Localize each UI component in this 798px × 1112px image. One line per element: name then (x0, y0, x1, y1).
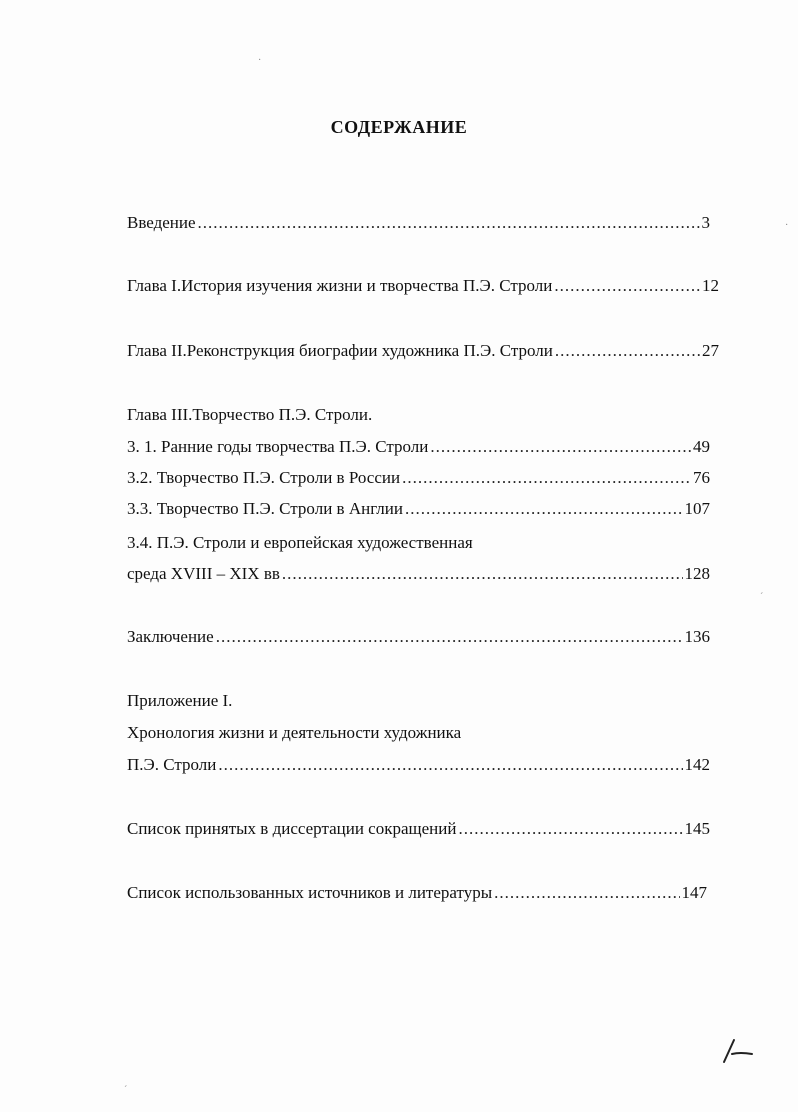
toc-page-number: 3 (701, 213, 710, 232)
toc-label: П.Э. Строли (127, 755, 217, 774)
toc-page-number: 147 (681, 883, 707, 902)
toc-label: Глава I.История изучения жизни и творчества П.Э. Строли (127, 276, 553, 295)
toc-page-number: 128 (684, 564, 710, 583)
toc-leader-dots (458, 819, 682, 839)
toc-label: Заключение (127, 627, 214, 646)
toc-entry-chapter-1 (127, 276, 719, 296)
scan-speck: ˊ (760, 592, 764, 603)
toc-leader-dots (198, 213, 700, 233)
toc-page-number: 145 (684, 819, 710, 838)
toc-leader-dots (555, 341, 700, 361)
toc-leader-dots (216, 627, 683, 647)
toc-page-number: 27 (702, 341, 719, 360)
toc-entry-section-3-1 (127, 437, 710, 457)
toc-label: Список принятых в диссертации сокращений (127, 819, 457, 838)
toc-label: Введение (127, 213, 196, 232)
toc-section-3-4-first-line: 3.4. П.Э. Строли и европейская художественная (127, 533, 473, 552)
toc-entry-section-3-2 (127, 468, 710, 488)
toc-page-number: 136 (684, 627, 710, 646)
toc-entry-intro (127, 213, 710, 233)
toc-entry-chapter-2 (127, 341, 719, 361)
toc-label: среда XVIII – XIX вв (127, 564, 280, 583)
scan-speck: · (785, 220, 789, 231)
toc-leader-dots (430, 437, 691, 457)
handwritten-mark (718, 1036, 758, 1066)
toc-appendix-second-line: Хронология жизни и деятельности художника (127, 723, 462, 742)
toc-leader-dots (218, 755, 682, 775)
toc-leader-dots (554, 276, 700, 296)
toc-label: 3.3. Творчество П.Э. Строли в Англии (127, 499, 403, 518)
toc-appendix-heading: Приложение I. (127, 691, 233, 710)
page-title: СОДЕРЖАНИЕ (330, 117, 468, 137)
toc-leader-dots (282, 564, 683, 584)
toc-page-number: 12 (702, 276, 719, 295)
toc-entry-sources (127, 883, 707, 903)
toc-page-number: 107 (684, 499, 710, 518)
toc-leader-dots (405, 499, 683, 519)
toc-label: 3.2. Творчество П.Э. Строли в России (127, 468, 401, 487)
toc-entry-conclusion (127, 627, 710, 647)
toc-page-number: 76 (693, 468, 710, 487)
toc-leader-dots (494, 883, 679, 903)
toc-page-number: 49 (693, 437, 710, 456)
toc-label: Список использованных источников и литературы (127, 883, 493, 902)
toc-chapter-3-heading: Глава III.Творчество П.Э. Строли. (127, 405, 373, 424)
toc-entry-abbreviations (127, 819, 710, 839)
scan-speck: ˊ (124, 1085, 128, 1096)
toc-entry-section-3-4 (127, 564, 710, 584)
toc-entry-appendix (127, 755, 710, 775)
scan-speck: · (258, 55, 262, 66)
toc-entry-section-3-3 (127, 499, 710, 519)
toc-label: Глава II.Реконструкция биографии художника П.Э. Строли (127, 341, 553, 360)
toc-leader-dots (402, 468, 691, 488)
toc-label: 3. 1. Ранние годы творчества П.Э. Строли (127, 437, 429, 456)
toc-page-number: 142 (684, 755, 710, 774)
